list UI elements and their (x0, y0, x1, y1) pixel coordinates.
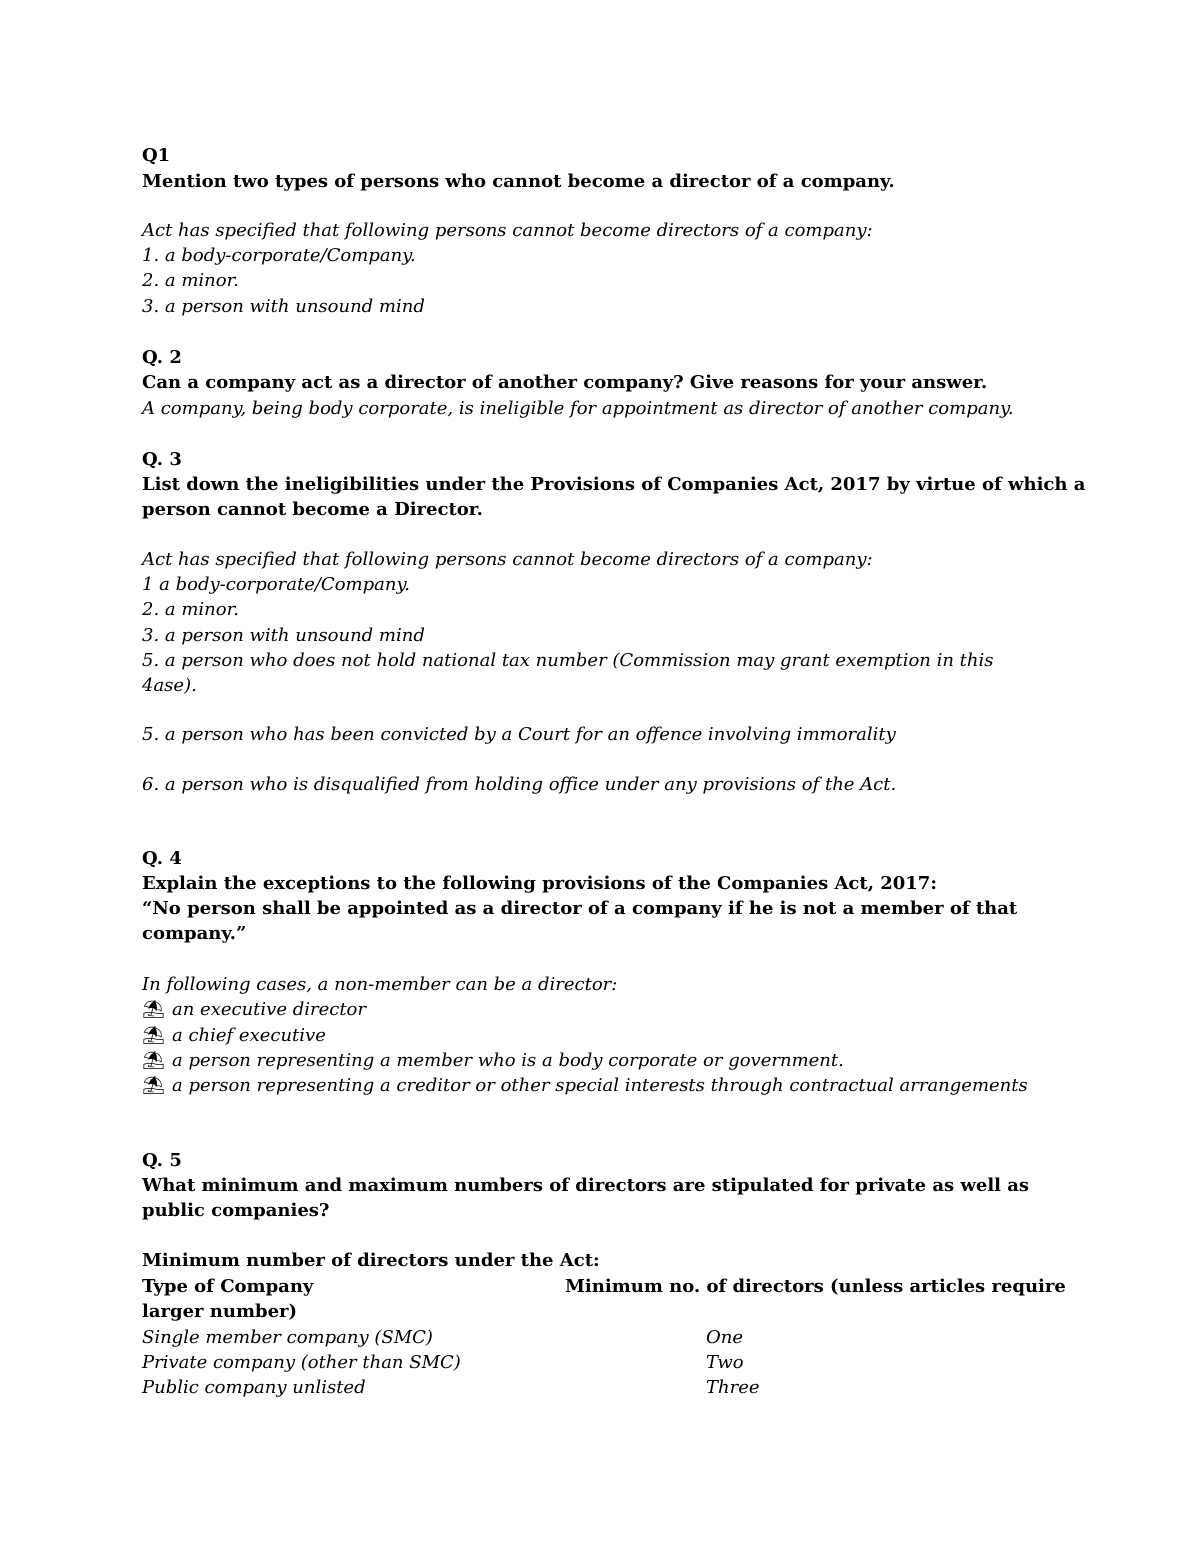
q4-question-line3: company.” (142, 923, 247, 944)
q1-question: Mention two types of persons who cannot become a director of a company. (142, 171, 895, 192)
q4-bullet (142, 1073, 1028, 1098)
q5-header-col2-cont: larger number) (142, 1301, 298, 1322)
q3-label: Q. 3 (142, 449, 182, 470)
q2-answer: A company, being body corporate, is ineligible for appointment as director of another company. (142, 398, 1014, 419)
q3-item: 6. a person who is disqualified from holding office under any provisions of the Act. (142, 774, 897, 795)
q5-row-type: Public company unlisted (142, 1377, 366, 1398)
q5-row-min: Three (706, 1377, 760, 1398)
q4-intro: In following cases, a non-member can be a director: (142, 974, 618, 995)
q3-intro: Act has specified that following persons cannot become directors of a company: (142, 549, 873, 570)
umbrella-bullet-icon: ⛱ (142, 999, 165, 1020)
q1-item: 2. a minor. (142, 270, 239, 291)
q1-item: 1. a body-corporate/Company. (142, 245, 416, 266)
q5-row-min: Two (706, 1352, 744, 1373)
q5-label: Q. 5 (142, 1150, 182, 1171)
q4-label: Q. 4 (142, 848, 182, 869)
q4-bullet-text: a person representing a creditor or other special interests through contractual arrangements (172, 1075, 1028, 1096)
q5-header-col1: Type of Company (142, 1276, 314, 1297)
q4-question-line2: “No person shall be appointed as a director of a company if he is not a member of that (142, 898, 1018, 919)
q3-item: 4ase). (142, 675, 197, 696)
q3-question-line1: List down the ineligibilities under the Provisions of Companies Act, 2017 by virtue of which a (142, 474, 1086, 495)
q1-intro: Act has specified that following persons cannot become directors of a company: (142, 220, 873, 241)
q5-row-type: Single member company (SMC) (142, 1327, 433, 1348)
q4-bullet-text: an executive director (172, 999, 367, 1020)
q3-item: 5. a person who has been convicted by a Court for an offence involving immorality (142, 724, 896, 745)
umbrella-bullet-icon: ⛱ (142, 1075, 165, 1096)
q5-row-type: Private company (other than SMC) (142, 1352, 461, 1373)
q3-item: 3. a person with unsound mind (142, 625, 425, 646)
q1-label: Q1 (142, 145, 171, 166)
umbrella-bullet-icon: ⛱ (142, 1025, 165, 1046)
q4-bullet-text: a chief executive (172, 1025, 326, 1046)
q4-bullet (142, 997, 366, 1022)
q4-bullet (142, 1023, 326, 1048)
q3-item: 1 a body-corporate/Company. (142, 574, 410, 595)
q4-question-line1: Explain the exceptions to the following provisions of the Companies Act, 2017: (142, 873, 937, 894)
q5-table-title: Minimum number of directors under the Act: (142, 1250, 600, 1271)
q5-question-line1: What minimum and maximum numbers of directors are stipulated for private as well as (142, 1175, 1030, 1196)
q2-label: Q. 2 (142, 347, 182, 368)
q1-item: 3. a person with unsound mind (142, 296, 425, 317)
q3-question-line2: person cannot become a Director. (142, 499, 483, 520)
umbrella-bullet-icon: ⛱ (142, 1050, 165, 1071)
q3-item: 2. a minor. (142, 599, 239, 620)
q5-question-line2: public companies? (142, 1200, 330, 1221)
q4-bullet (142, 1048, 844, 1073)
q5-row-min: One (706, 1327, 744, 1348)
q2-question: Can a company act as a director of another company? Give reasons for your answer. (142, 372, 988, 393)
q4-bullet-text: a person representing a member who is a body corporate or government. (172, 1050, 844, 1071)
q3-item: 5. a person who does not hold national tax number (Commission may grant exemption in this (142, 650, 994, 671)
q5-header-col2: Minimum no. of directors (unless articles require (565, 1276, 1066, 1297)
